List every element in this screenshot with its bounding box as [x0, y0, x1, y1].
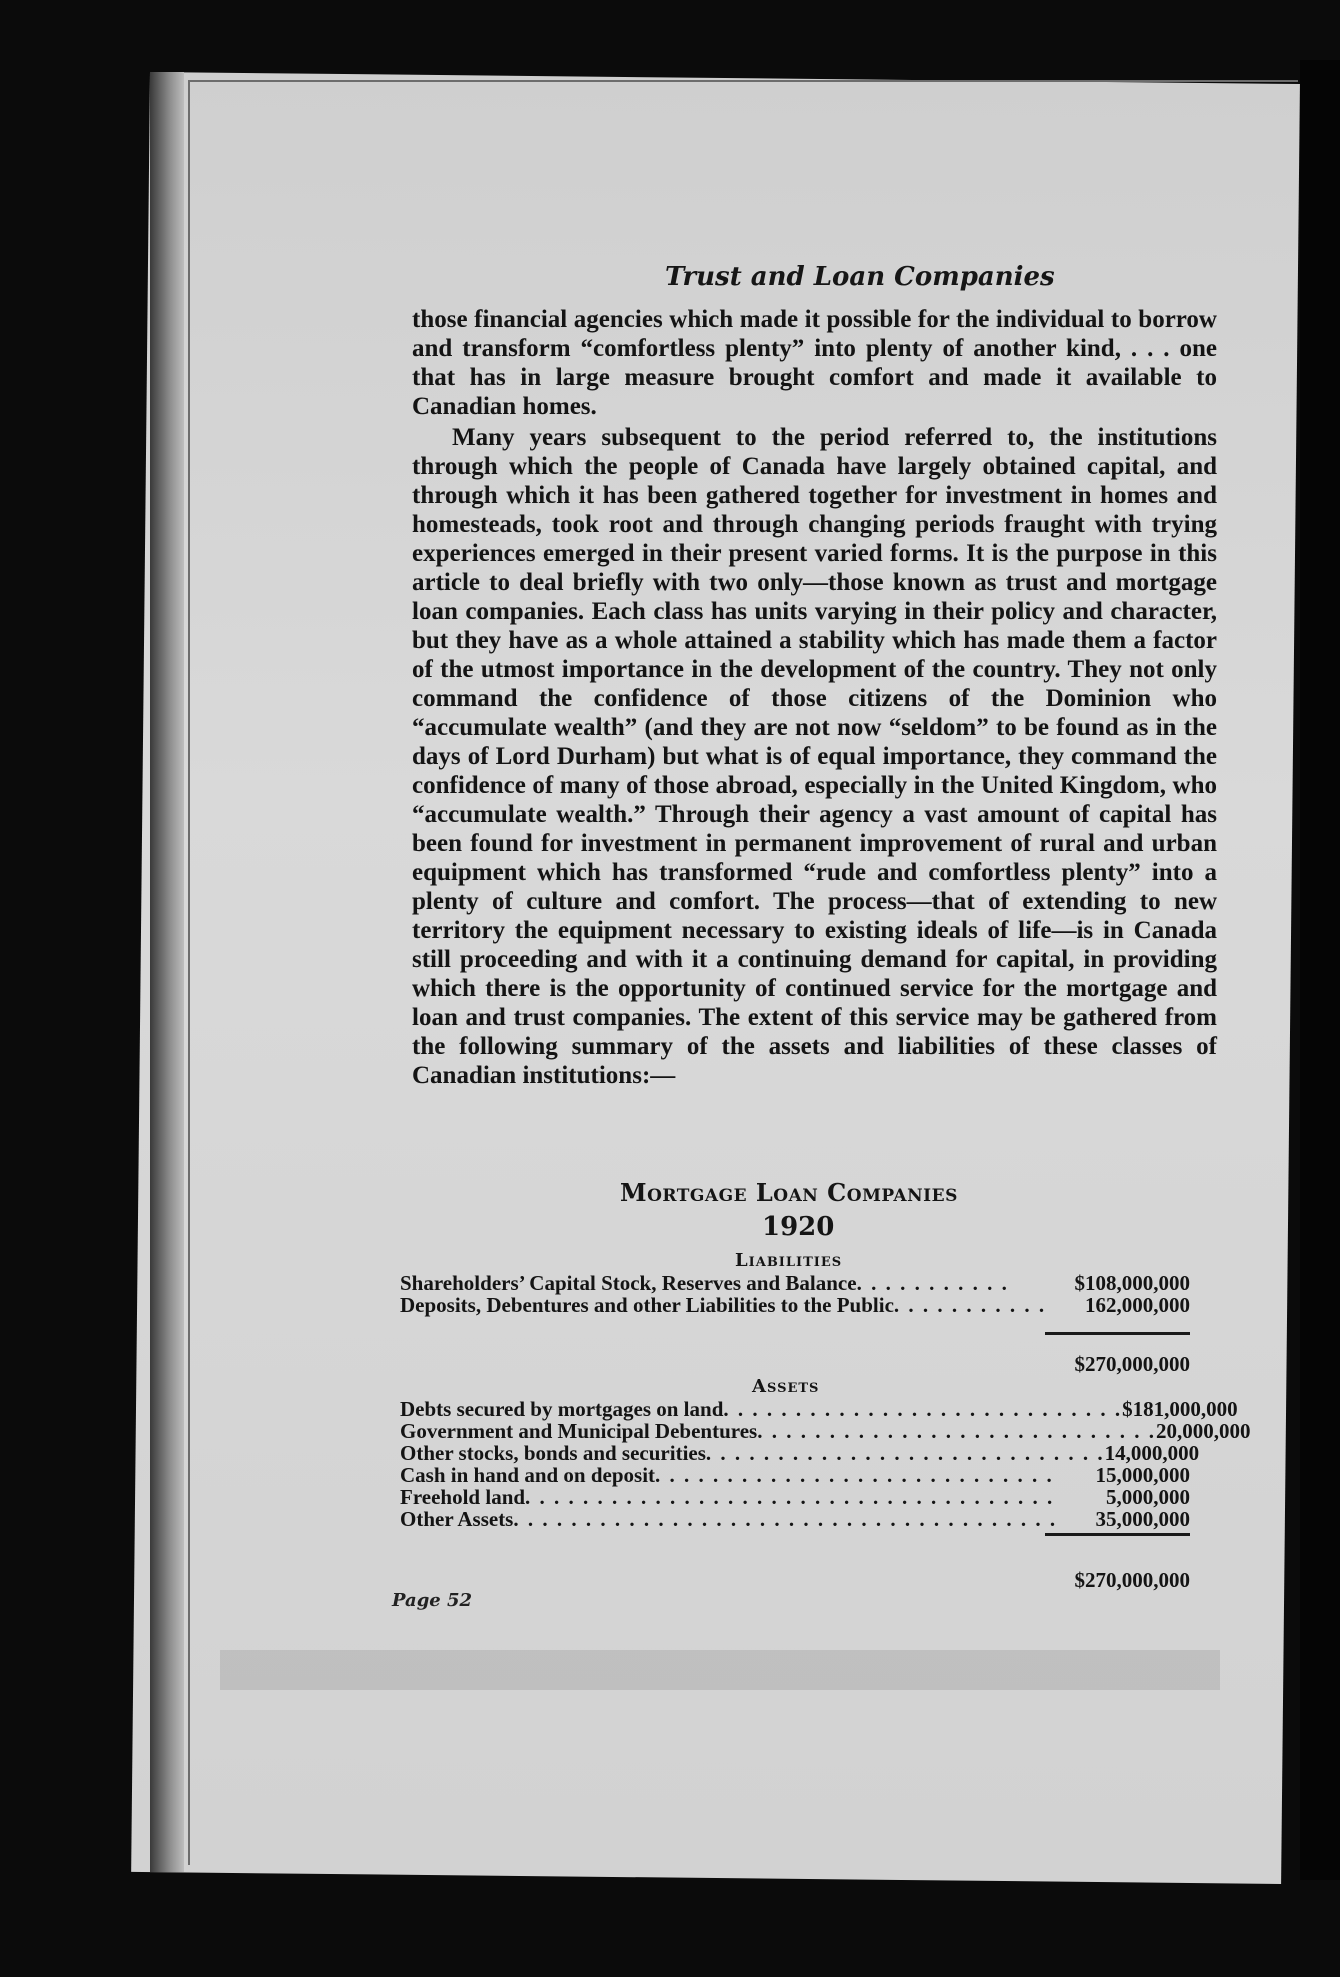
leader-dots: . . . . . . . . . . . . . . . . . . . . . . . . . . . .	[723, 1397, 1123, 1421]
row-amount: $181,000,000	[1122, 1397, 1238, 1421]
table-row	[400, 1272, 1190, 1294]
assets-heading: Assets	[752, 1376, 820, 1397]
row-amount: 14,000,000	[1104, 1441, 1200, 1465]
row-amount: 5,000,000	[1106, 1485, 1190, 1509]
assets-rows	[400, 1397, 1251, 1531]
table-year: 1920	[762, 1212, 835, 1242]
leader-dots: . . . . . . . . . . .	[856, 1271, 1009, 1295]
running-head: Trust and Loan Companies	[665, 262, 1055, 292]
row-label: Freehold land	[400, 1485, 526, 1509]
row-amount: 20,000,000	[1155, 1419, 1251, 1443]
scan-smudge	[220, 1650, 1220, 1690]
leader-dots: . . . . . . . . . . . . . . . . . . . . . . . . . . . .	[705, 1441, 1105, 1465]
table-row	[400, 1441, 1200, 1465]
row-label: Government and Municipal Debentures	[400, 1419, 758, 1443]
paragraph: Many years subsequent to the period referred to, the institutions through which the people of Canada have largely obtained capital, and through which it has been gathered together for investment in homes and homesteads, took root and through changing periods fraught with trying experiences emerged in their present varied forms. It is the purpose in this article to deal briefly with two only—those known as trust and mortgage loan companies. Each class has units varying in their policy and character, but they have as a whole attained a stability which has made them a factor of the utmost importance in the development of the country. They not only command the confidence of those citizens of the Dominion who “accumulate wealth” (and they are not now “seldom” to be found as in the days of Lord Durham) but what is of equal importance, they command the confidence of many of those abroad, especially in the United Kingdom, who “accumulate wealth.” Through their agency a vast amount of capital has been found for investment in permanent improvement of rural and urban equipment which has transformed “rude and comfortless plenty” into a plenty of culture and comfort. The process—that of extending to new territory the equipment necessary to existing ideals of life—is in Canada still proceeding and with it a continuing demand for capital, in providing which there is the opportunity of continued service for the mortgage and loan and trust companies. The extent of this service may be gathered from the following summary of the assets and liabilities of these classes of Canadian institutions:—	[412, 424, 1217, 1089]
row-amount: 162,000,000	[1085, 1293, 1190, 1317]
liabilities-rows	[400, 1272, 1190, 1316]
table-row	[400, 1294, 1190, 1316]
liabilities-total: $270,000,000	[1074, 1352, 1190, 1376]
leader-dots: . . . . . . . . . . . . . . . . . . . . . . . . . . . .	[655, 1463, 1054, 1487]
row-label: Other Assets	[400, 1507, 514, 1531]
table-title: Mortgage Loan Companies	[620, 1178, 958, 1207]
leader-dots: . . . . . . . . . . . . . . . . . . . . . . . . . . . .	[757, 1419, 1156, 1443]
row-amount: 15,000,000	[1095, 1463, 1190, 1487]
page-binding-shadow	[150, 72, 184, 1872]
table-row	[400, 1397, 1238, 1421]
total-rule	[1045, 1533, 1190, 1536]
table-row	[400, 1508, 1190, 1530]
row-label: Debts secured by mortgages on land	[400, 1397, 724, 1421]
row-label: Cash in hand and on deposit	[400, 1463, 656, 1487]
paragraph: those financial agencies which made it possible for the individual to borrow and transform “comfortless plenty” into plenty of another kind, . . . one that has in large measure brought comfort and made it available to Canadian homes.	[412, 306, 1217, 420]
body-text	[412, 305, 1217, 1090]
row-amount: $108,000,000	[1074, 1271, 1190, 1295]
row-amount: 35,000,000	[1095, 1507, 1190, 1531]
scan-edge	[1300, 60, 1340, 1880]
page-number: Page 52	[392, 1590, 473, 1611]
total-rule	[1045, 1332, 1190, 1335]
page-border-top	[188, 80, 1298, 82]
table-row	[400, 1419, 1251, 1443]
table-row	[400, 1464, 1190, 1486]
row-label: Other stocks, bonds and securities	[400, 1441, 706, 1465]
assets-total: $270,000,000	[1074, 1568, 1190, 1592]
liabilities-heading: Liabilities	[735, 1250, 843, 1271]
page-border-left	[188, 80, 190, 1865]
leader-dots: . . . . . . . . . . . . . . . . . . . . . . . . . . . . . . . . . . . . .	[525, 1485, 1055, 1509]
leader-dots: . . . . . . . . . . . . . . . . . . . . . . . . . . . . . . . . . . . . . .	[513, 1507, 1058, 1531]
leader-dots: . . . . . . . . . . .	[893, 1293, 1047, 1317]
row-label: Shareholders’ Capital Stock, Reserves and Balance	[400, 1271, 857, 1295]
table-row	[400, 1486, 1190, 1508]
row-label: Deposits, Debentures and other Liabilities to the Public	[400, 1293, 894, 1317]
